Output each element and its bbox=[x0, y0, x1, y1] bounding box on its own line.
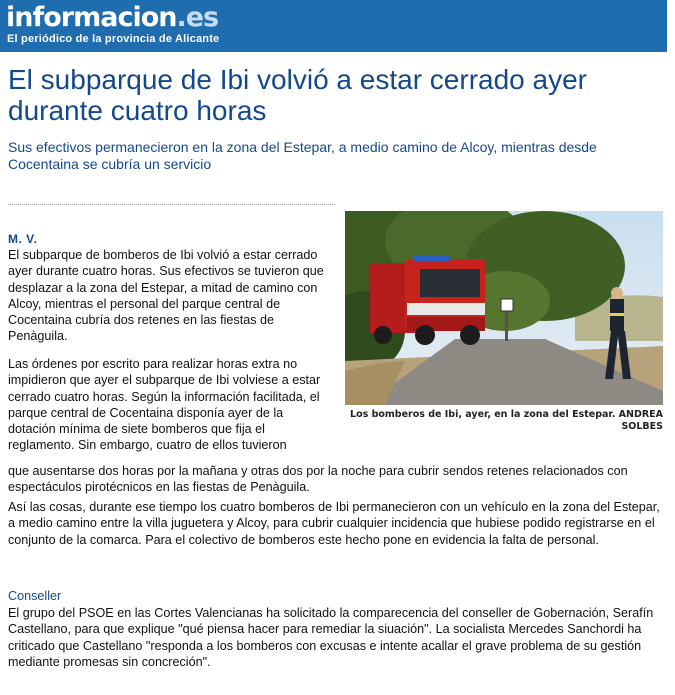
paragraph-4: El grupo del PSOE en las Cortes Valencianas ha solicitado la comparecencia del conseller de Gobernación, Serafín Castellano, para que explique "qué piensa hacer para remediar la siuación". La socialista Mercedes Sanchordi ha criticado que Castellano "responda a los bomberos con excusas e intente acallar el grave problema de su gestión mediante promesas sin concreción". bbox=[8, 606, 654, 669]
paragraph-2-continued: que ausentarse dos horas por la mañana y otras dos por la noche para cubrir sendos retenes relacionados con espectáculos pirotécnicos en las fiestas de Penàguila. bbox=[8, 464, 628, 495]
paragraph-1: El subparque de bomberos de Ibi volvió a estar cerrado ayer durante cuatro horas. Sus efectivos se tuvieron que desplazar a la zona del Estepar, a mitad de camino con Alcoy, mientras el personal del parque central de Cocentaina cubría dos retenes en las fiestas de Penàguila. bbox=[8, 248, 324, 344]
logo-main-text: informacion bbox=[6, 2, 177, 33]
section-heading: Conseller bbox=[8, 589, 62, 603]
site-logo[interactable] bbox=[6, 2, 218, 34]
fire-truck-photo-illustration bbox=[345, 211, 663, 405]
article-byline: M. V. bbox=[8, 232, 38, 246]
masthead bbox=[0, 0, 667, 52]
article-photo[interactable] bbox=[345, 211, 663, 405]
paragraph-2: Las órdenes por escrito para realizar horas extra no impidieron que ayer el subparque de Ibi volviese a estar cerrado cuatro horas. Según la información facilitada, el parque central de Cocentaina disponía ayer de la dotación mínima de siete bomberos que fija el reglamento. Sin embargo, cuatro de ellos tuvieron bbox=[8, 357, 321, 453]
photo-caption: Los bomberos de Ibi, ayer, en la zona del Estepar. ANDREA SOLBES bbox=[350, 409, 663, 432]
logo-tld-text: .es bbox=[176, 2, 219, 33]
article-subhead: Sus efectivos permanecieron en la zona del Estepar, a medio camino de Alcoy, mientras desde Cocentaina se cubría un servicio bbox=[8, 139, 597, 172]
fire-truck-shape bbox=[370, 255, 485, 345]
divider bbox=[8, 204, 335, 205]
article-headline: El subparque de Ibi volvió a estar cerrado ayer durante cuatro horas bbox=[8, 64, 587, 126]
paragraph-3: Así las cosas, durante ese tiempo los cuatro bomberos de Ibi permanecieron con un vehículo en la zona del Estepar, a medio camino entre la villa juguetera y Alcoy, para cubrir cualquier incidencia que hubiese podido registrarse en el conjunto de la comarca. Para el colectivo de bomberos este hecho pone en evidencia la falta de personal. bbox=[8, 500, 660, 547]
site-tagline: El periódico de la provincia de Alicante bbox=[7, 33, 220, 45]
